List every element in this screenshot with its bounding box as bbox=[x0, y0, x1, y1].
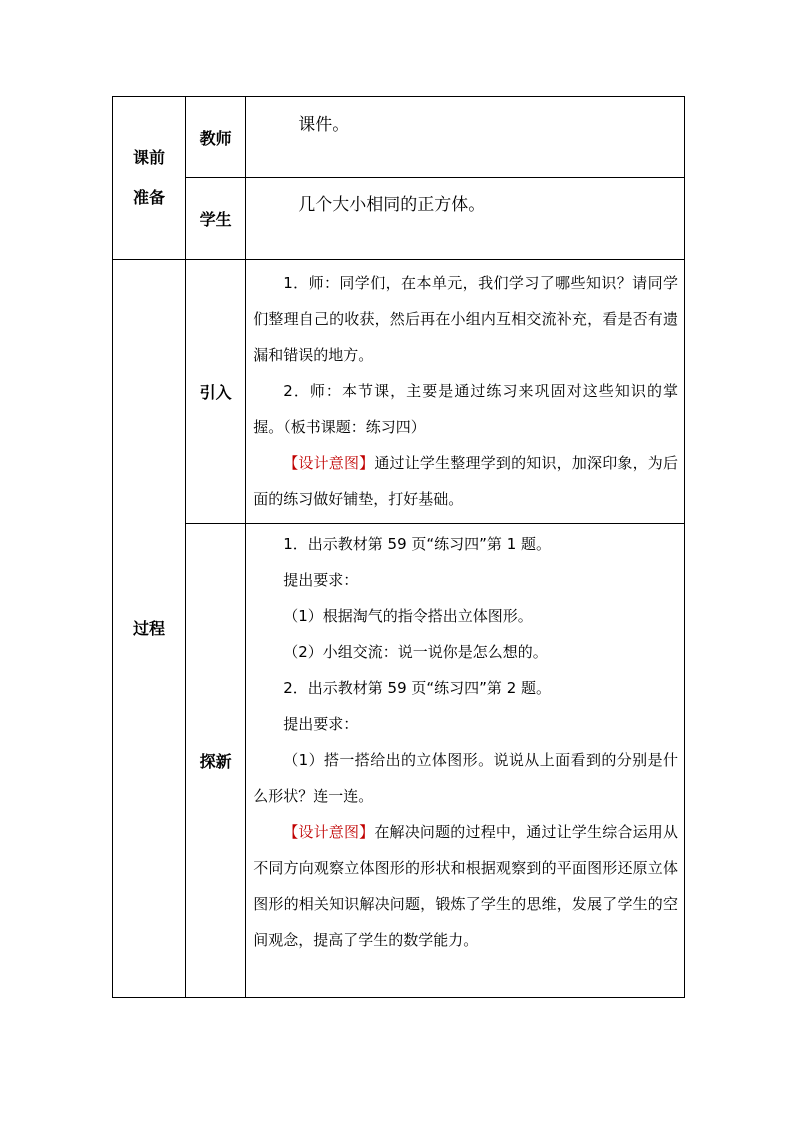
teacher-content-cell bbox=[246, 97, 685, 178]
explore-paragraph-4: （2）小组交流：说一说你是怎么想的。 bbox=[283, 643, 548, 661]
explore-body bbox=[246, 524, 684, 962]
explore-content-cell bbox=[246, 524, 685, 998]
student-label: 学生 bbox=[186, 178, 246, 260]
process-category-cell: 过程 bbox=[113, 260, 186, 998]
explore-design-intent bbox=[253, 814, 678, 958]
prep-category-line2: 准备 bbox=[133, 188, 166, 207]
intro-design-intent bbox=[253, 445, 678, 517]
student-content-cell bbox=[246, 178, 685, 260]
prep-teacher-row bbox=[113, 97, 685, 178]
explore-label: 探新 bbox=[186, 524, 246, 998]
explore-paragraph-3: （1）根据淘气的指令搭出立体图形。 bbox=[283, 607, 533, 625]
design-intent-tag: 【设计意图】 bbox=[283, 453, 375, 472]
explore-paragraph-7: （1）搭一搭给出的立体图形。说说从上面看到的分别是什么形状？连一连。 bbox=[253, 751, 678, 805]
explore-paragraph-2: 提出要求： bbox=[283, 571, 359, 589]
lesson-plan-table bbox=[112, 96, 685, 998]
teacher-text: 课件。 bbox=[298, 115, 350, 135]
intro-label: 引入 bbox=[186, 260, 246, 524]
prep-category-line1: 课前 bbox=[133, 148, 166, 167]
intro-content-cell bbox=[246, 260, 685, 524]
prep-category-cell bbox=[113, 97, 186, 260]
explore-row bbox=[113, 524, 685, 998]
prep-student-row bbox=[113, 178, 685, 260]
explore-paragraph-1: 1．出示教材第 59 页“练习四”第 1 题。 bbox=[283, 535, 552, 553]
design-intent-text: 通过让学生整理学到的知识，加深印象，为后面的练习做好铺垫，打好基础。 bbox=[253, 453, 678, 508]
design-intent-tag: 【设计意图】 bbox=[283, 823, 375, 841]
intro-paragraph-2: 2．师：本节课，主要是通过练习来巩固对这些知识的掌握。（板书课题：练习四） bbox=[253, 381, 678, 436]
design-intent-text: 在解决问题的过程中，通过让学生综合运用从不同方向观察立体图形的形状和根据观察到的平面图形还原立体图形的相关知识解决问题，锻炼了学生的思维，发展了学生的空间观念，提高了学生的数学能力。 bbox=[253, 823, 678, 949]
teacher-label: 教师 bbox=[186, 97, 246, 178]
intro-row bbox=[113, 260, 685, 524]
student-text: 几个大小相同的正方体。 bbox=[298, 195, 486, 215]
intro-paragraph-1: 1．师：同学们，在本单元，我们学习了哪些知识？请同学们整理自己的收获，然后再在小组内互相交流补充，看是否有遗漏和错误的地方。 bbox=[253, 273, 678, 364]
explore-paragraph-6: 提出要求： bbox=[283, 715, 359, 733]
explore-paragraph-5: 2．出示教材第 59 页“练习四”第 2 题。 bbox=[283, 679, 552, 697]
intro-body bbox=[246, 263, 684, 521]
